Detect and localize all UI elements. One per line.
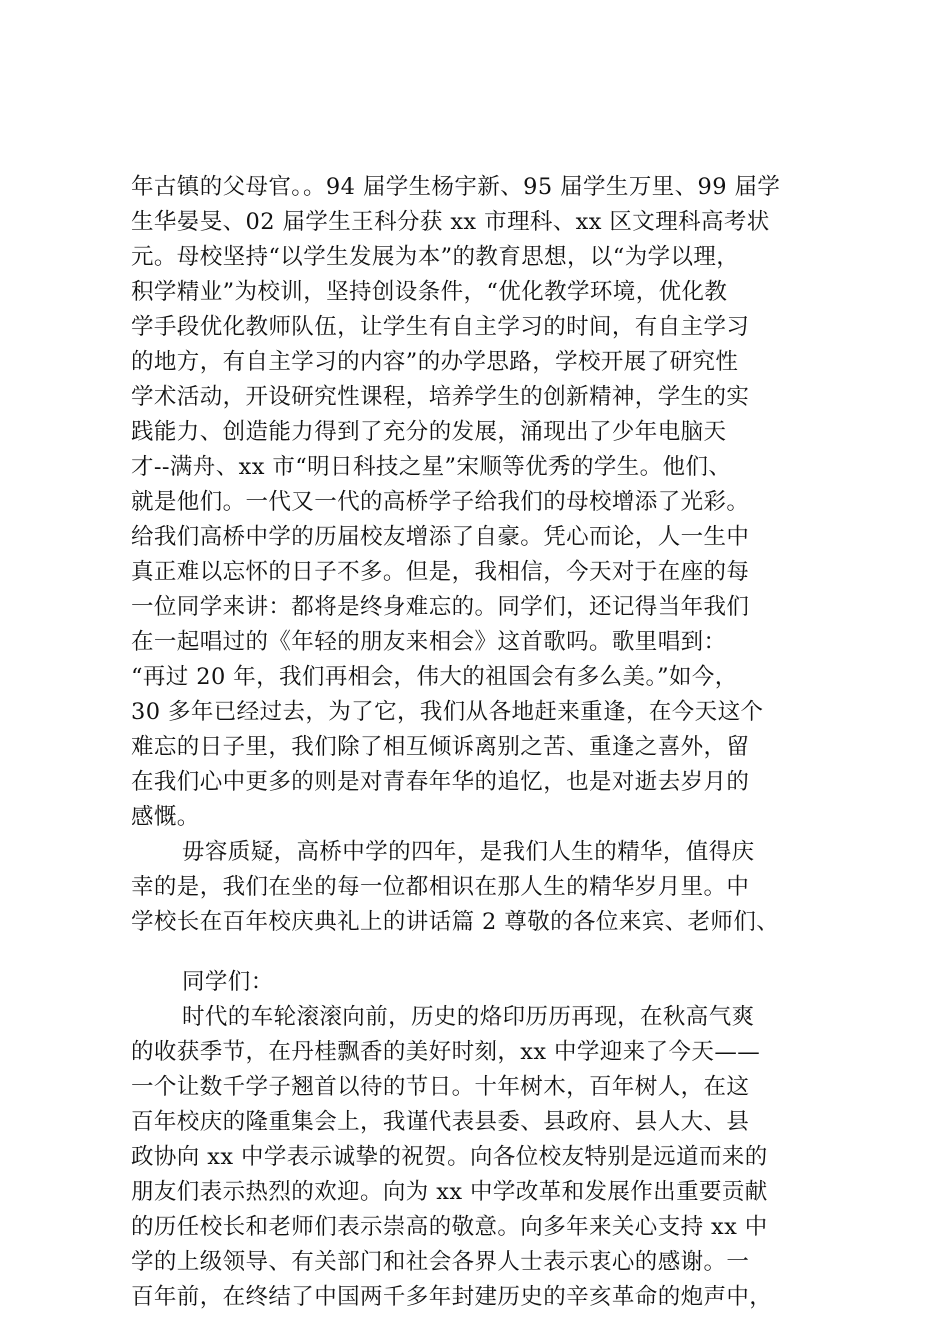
text-line: 一个让数千学子翘首以待的节日。十年树木，百年树人，在这 bbox=[131, 1074, 750, 1100]
text-line: 百年校庆的隆重集会上，我谨代表县委、县政府、县人大、县 bbox=[131, 1109, 750, 1135]
text-line: “再过 20 年，我们再相会，伟大的祖国会有多么美。”如今， bbox=[131, 664, 738, 690]
text-line: 学手段优化教师队伍，让学生有自主学习的时间，有自主学习 bbox=[131, 314, 750, 340]
text-line: 学的上级领导、有关部门和社会各界人士表示衷心的感谢。一 bbox=[131, 1249, 750, 1275]
text-line: 生华晏旻、02 届学生王科分获 xx 市理科、xx 区文理科高考状 bbox=[131, 209, 770, 235]
text-line: 在一起唱过的《年轻的朋友来相会》这首歌吗。歌里唱到： bbox=[131, 629, 727, 655]
text-line: 践能力、创造能力得到了充分的发展，涌现出了少年电脑天 bbox=[131, 419, 727, 445]
text-line: 的历任校长和老师们表示崇高的敬意。向多年来关心支持 xx 中 bbox=[131, 1214, 768, 1240]
text-line: 在我们心中更多的则是对青春年华的追忆，也是对逝去岁月的 bbox=[131, 769, 750, 795]
salutation: 同学们： bbox=[182, 969, 274, 995]
text-line: 就是他们。一代又一代的高桥学子给我们的母校增添了光彩。 bbox=[131, 489, 750, 515]
text-line: 的收获季节，在丹桂飘香的美好时刻，xx 中学迎来了今天—— bbox=[131, 1039, 761, 1065]
text-line: 学术活动，开设研究性课程，培养学生的创新精神，学生的实 bbox=[131, 384, 750, 410]
text-line: 感慨。 bbox=[131, 804, 200, 830]
text-line: 政协向 xx 中学表示诚挚的祝贺。向各位校友特别是远道而来的 bbox=[131, 1144, 768, 1170]
text-line: 积学精业”为校训，坚持创设条件，“优化教学环境，优化教 bbox=[131, 279, 728, 305]
text-line: 幸的是，我们在坐的每一位都相识在那人生的精华岁月里。中 bbox=[131, 874, 750, 900]
text-line: 年古镇的父母官。。94 届学生杨宇新、95 届学生万里、99 届学 bbox=[131, 174, 781, 200]
text-line: 毋容质疑，高桥中学的四年，是我们人生的精华，值得庆 bbox=[182, 839, 755, 865]
text-line: 的地方，有自主学习的内容”的办学思路，学校开展了研究性 bbox=[131, 349, 739, 375]
text-line: 给我们高桥中学的历届校友增添了自豪。凭心而论，人一生中 bbox=[131, 524, 750, 550]
text-line: 难忘的日子里，我们除了相互倾诉离别之苦、重逢之喜外，留 bbox=[131, 734, 750, 760]
text-line: 学校长在百年校庆典礼上的讲话篇 2 尊敬的各位来宾、老师们、 bbox=[131, 909, 780, 935]
text-line: 30 多年已经过去，为了它，我们从各地赶来重逢，在今天这个 bbox=[131, 699, 764, 725]
text-line: 朋友们表示热烈的欢迎。向为 xx 中学改革和发展作出重要贡献 bbox=[131, 1179, 768, 1205]
text-line: 才--满舟、xx 市“明日科技之星”宋顺等优秀的学生。他们、 bbox=[131, 454, 732, 480]
text-line: 一位同学来讲：都将是终身难忘的。同学们，还记得当年我们 bbox=[131, 594, 750, 620]
text-line: 百年前，在终结了中国两千多年封建历史的辛亥革命的炮声中， bbox=[131, 1284, 773, 1310]
text-line: 元。母校坚持“以学生发展为本”的教育思想，以“为学以理， bbox=[131, 244, 740, 270]
text-line: 时代的车轮滚滚向前，历史的烙印历历再现，在秋高气爽 bbox=[182, 1004, 755, 1030]
text-line: 真正难以忘怀的日子不多。但是，我相信，今天对于在座的每 bbox=[131, 559, 750, 585]
